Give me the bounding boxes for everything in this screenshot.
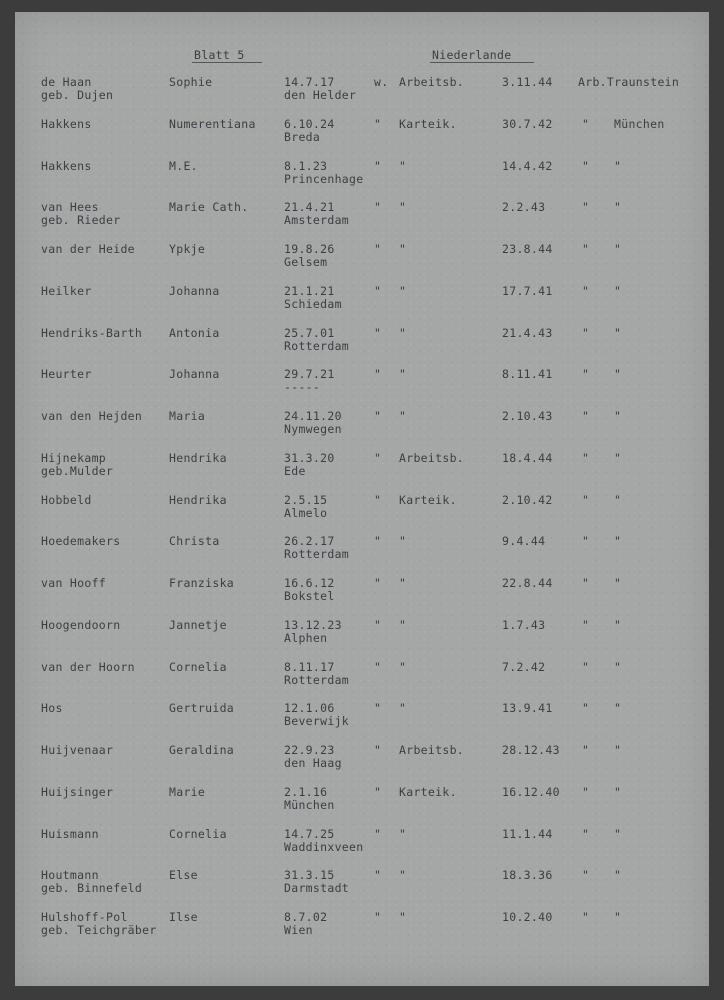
record-given-name: Gertruida (169, 701, 235, 716)
record-row (15, 285, 709, 315)
record-source: " (399, 701, 407, 716)
record-dest-prefix: " (582, 534, 590, 549)
record-record-date: 2.2.43 (502, 200, 546, 215)
record-row (15, 744, 709, 774)
record-destination: Arb.Traunstein (578, 75, 680, 89)
record-row (15, 494, 709, 524)
record-destination: " (614, 242, 622, 256)
record-surname: van der Hoorn (41, 659, 135, 674)
record-birth-place: ----- (284, 380, 321, 395)
record-dest-prefix: " (582, 116, 590, 131)
record-row (15, 368, 709, 398)
record-gender-mark: " (374, 743, 382, 757)
record-birth-date: 21.4.21 (284, 200, 335, 215)
record-given-name: Johanna (169, 367, 220, 382)
record-birth-name: geb. Teichgräber (41, 923, 157, 937)
record-birth-place: Nymwegen (284, 422, 342, 436)
record-record-date: 18.3.36 (502, 868, 553, 883)
record-source: Karteik. (399, 492, 457, 507)
record-dest-prefix: " (582, 367, 590, 382)
record-gender-mark: " (374, 367, 382, 382)
record-given-name: Christa (169, 534, 220, 549)
record-given-name: Franziska (169, 576, 235, 590)
record-given-name: Hendrika (169, 492, 227, 507)
record-dest-prefix: " (582, 576, 590, 590)
record-gender-mark: " (374, 868, 382, 883)
record-given-name: Marie Cath. (169, 200, 249, 215)
record-record-date: 2.10.42 (502, 492, 553, 507)
record-given-name: Hendrika (169, 450, 227, 465)
record-destination: " (614, 158, 622, 173)
record-birth-place: Rotterdam (284, 338, 350, 353)
record-birth-date: 16.6.12 (284, 576, 335, 590)
record-given-name: Cornelia (169, 826, 227, 841)
record-birth-date: 14.7.25 (284, 826, 335, 841)
record-source: Arbeitsb. (399, 75, 465, 89)
record-dest-prefix: " (582, 492, 590, 507)
record-destination: " (614, 283, 622, 298)
record-surname: Hulshoff-Pol (41, 910, 128, 924)
record-record-date: 11.1.44 (502, 826, 553, 841)
record-source: " (399, 409, 407, 423)
record-record-date: 23.8.44 (502, 242, 553, 256)
record-birth-date: 31.3.20 (284, 450, 335, 465)
record-surname: van Hees (41, 200, 99, 215)
record-birth-date: 8.11.17 (284, 659, 335, 674)
record-source: " (399, 910, 407, 924)
record-gender-mark: " (374, 325, 382, 340)
record-dest-prefix: " (582, 325, 590, 340)
record-dest-prefix: " (582, 409, 590, 423)
record-dest-prefix: " (582, 617, 590, 632)
record-given-name: Jannetje (169, 617, 227, 632)
record-birth-place: Bokstel (284, 589, 335, 603)
record-surname: van Hooff (41, 576, 107, 590)
record-birth-date: 21.1.21 (284, 283, 335, 298)
record-gender-mark: " (374, 492, 382, 507)
record-gender-mark: " (374, 701, 382, 716)
record-record-date: 13.9.41 (502, 701, 553, 716)
record-birth-place: Gelsem (284, 255, 328, 269)
record-source: Arbeitsb. (399, 450, 465, 465)
record-gender-mark: " (374, 910, 382, 924)
record-birth-place: Rotterdam (284, 672, 350, 687)
record-record-date: 14.4.42 (502, 158, 553, 173)
record-record-date: 9.4.44 (502, 534, 546, 549)
record-destination: München (614, 116, 665, 131)
record-gender-mark: " (374, 116, 382, 131)
record-given-name: Marie (169, 784, 206, 799)
record-row (15, 118, 709, 148)
record-record-date: 7.2.42 (502, 659, 546, 674)
record-birth-date: 13.12.23 (284, 617, 342, 632)
record-destination: " (614, 450, 622, 465)
record-given-name: Antonia (169, 325, 220, 340)
record-gender-mark: " (374, 826, 382, 841)
record-record-date: 17.7.41 (502, 283, 553, 298)
record-row (15, 577, 709, 607)
record-birth-date: 8.7.02 (284, 910, 328, 924)
record-given-name: Ilse (169, 910, 198, 924)
record-row (15, 535, 709, 565)
record-surname: Heilker (41, 283, 92, 298)
record-gender-mark: " (374, 659, 382, 674)
record-birth-place: Amsterdam (284, 213, 350, 228)
record-gender-mark: " (374, 200, 382, 215)
record-dest-prefix: " (582, 868, 590, 883)
record-gender-mark: w. (374, 75, 389, 89)
record-gender-mark: " (374, 158, 382, 173)
record-given-name: Cornelia (169, 659, 227, 674)
record-dest-prefix: " (582, 283, 590, 298)
record-gender-mark: " (374, 450, 382, 465)
record-gender-mark: " (374, 784, 382, 799)
record-source: " (399, 283, 407, 298)
record-surname: Hijnekamp (41, 450, 107, 465)
record-row (15, 661, 709, 691)
record-birth-place: Rotterdam (284, 547, 350, 562)
record-source: " (399, 367, 407, 382)
record-birth-place: Schiedam (284, 296, 342, 311)
record-gender-mark: " (374, 617, 382, 632)
record-birth-date: 25.7.01 (284, 325, 335, 340)
record-surname: van den Hejden (41, 409, 143, 423)
record-source: Karteik. (399, 784, 457, 799)
record-dest-prefix: " (582, 158, 590, 173)
record-birth-date: 24.11.20 (284, 409, 342, 423)
record-record-date: 2.10.43 (502, 409, 553, 423)
record-record-date: 28.12.43 (502, 743, 560, 757)
record-given-name: M.E. (169, 158, 198, 173)
record-record-date: 21.4.43 (502, 325, 553, 340)
record-source: " (399, 242, 407, 256)
record-surname: Hakkens (41, 158, 92, 173)
record-dest-prefix: " (582, 784, 590, 799)
record-row (15, 201, 709, 231)
country-underline (430, 62, 534, 63)
record-row (15, 327, 709, 357)
sheet-label: Blatt 5 (194, 48, 245, 62)
record-birth-date: 8.1.23 (284, 158, 328, 173)
record-row (15, 911, 709, 941)
record-birth-date: 14.7.17 (284, 75, 335, 89)
record-surname: Hendriks-Barth (41, 325, 143, 340)
record-source: " (399, 158, 407, 173)
record-row (15, 160, 709, 190)
record-gender-mark: " (374, 534, 382, 549)
record-dest-prefix: " (582, 242, 590, 256)
record-destination: " (614, 701, 622, 716)
record-dest-prefix: " (582, 701, 590, 716)
record-surname: Huijsinger (41, 784, 114, 799)
record-birth-place: den Haag (284, 756, 342, 770)
record-record-date: 3.11.44 (502, 75, 553, 89)
record-row (15, 619, 709, 649)
record-surname: Hobbeld (41, 492, 92, 507)
record-row (15, 869, 709, 899)
record-birth-date: 29.7.21 (284, 367, 335, 382)
record-record-date: 22.8.44 (502, 576, 553, 590)
record-dest-prefix: " (582, 200, 590, 215)
record-birth-name: geb. Binnefeld (41, 881, 143, 896)
record-record-date: 16.12.40 (502, 784, 560, 799)
record-dest-prefix: " (582, 659, 590, 674)
record-given-name: Sophie (169, 75, 213, 89)
record-record-date: 30.7.42 (502, 116, 553, 131)
record-birth-place: Waddinxveen (284, 839, 364, 854)
record-destination: " (614, 534, 622, 549)
record-source: " (399, 826, 407, 841)
record-row (15, 243, 709, 273)
record-dest-prefix: " (582, 910, 590, 924)
sheet-underline (192, 62, 262, 63)
record-row (15, 410, 709, 440)
record-destination: " (614, 743, 622, 757)
record-gender-mark: " (374, 283, 382, 298)
record-destination: " (614, 910, 622, 924)
record-surname: Hoedemakers (41, 534, 121, 549)
record-gender-mark: " (374, 242, 382, 256)
record-destination: " (614, 367, 622, 382)
record-birth-place: München (284, 797, 335, 812)
record-birth-name: geb. Dujen (41, 88, 114, 102)
record-birth-place: Wien (284, 923, 313, 937)
record-surname: Hoogendoorn (41, 617, 121, 632)
record-birth-date: 26.2.17 (284, 534, 335, 549)
record-birth-date: 6.10.24 (284, 116, 335, 131)
record-source: Arbeitsb. (399, 743, 465, 757)
country-label: Niederlande (432, 48, 512, 62)
record-surname: Houtmann (41, 868, 99, 883)
document-page (15, 12, 709, 986)
record-dest-prefix: " (582, 450, 590, 465)
record-birth-place: Ede (284, 463, 306, 478)
record-birth-place: Breda (284, 129, 321, 144)
record-given-name: Maria (169, 409, 206, 423)
record-destination: " (614, 409, 622, 423)
record-surname: de Haan (41, 75, 92, 89)
record-birth-place: Alphen (284, 630, 328, 645)
record-given-name: Numerentiana (169, 116, 256, 131)
record-given-name: Johanna (169, 283, 220, 298)
record-destination: " (614, 784, 622, 799)
record-source: " (399, 576, 407, 590)
record-birth-date: 2.1.16 (284, 784, 328, 799)
record-destination: " (614, 325, 622, 340)
record-birth-place: den Helder (284, 88, 357, 102)
record-record-date: 8.11.41 (502, 367, 553, 382)
record-row (15, 786, 709, 816)
record-source: " (399, 659, 407, 674)
record-given-name: Ypkje (169, 242, 206, 256)
record-birth-name: geb.Mulder (41, 463, 114, 478)
record-destination: " (614, 826, 622, 841)
record-source: " (399, 325, 407, 340)
record-record-date: 18.4.44 (502, 450, 553, 465)
record-source: Karteik. (399, 116, 457, 131)
record-source: " (399, 534, 407, 549)
record-destination: " (614, 492, 622, 507)
record-surname: Huismann (41, 826, 99, 841)
record-destination: " (614, 659, 622, 674)
record-given-name: Geraldina (169, 743, 235, 757)
record-birth-place: Almelo (284, 505, 328, 520)
record-given-name: Else (169, 868, 198, 883)
record-birth-place: Princenhage (284, 171, 364, 186)
record-birth-place: Beverwijk (284, 714, 350, 729)
record-birth-place: Darmstadt (284, 881, 350, 896)
record-source: " (399, 200, 407, 215)
record-surname: Huijvenaar (41, 743, 114, 757)
record-birth-date: 22.9.23 (284, 743, 335, 757)
record-row (15, 76, 709, 106)
record-birth-date: 19.8.26 (284, 242, 335, 256)
record-row (15, 702, 709, 732)
record-source: " (399, 868, 407, 883)
record-dest-prefix: " (582, 826, 590, 841)
record-birth-date: 31.3.15 (284, 868, 335, 883)
record-destination: " (614, 868, 622, 883)
record-destination: " (614, 200, 622, 215)
record-surname: Heurter (41, 367, 92, 382)
record-destination: " (614, 576, 622, 590)
record-gender-mark: " (374, 576, 382, 590)
record-row (15, 828, 709, 858)
record-record-date: 1.7.43 (502, 617, 546, 632)
record-surname: Hos (41, 701, 63, 716)
record-record-date: 10.2.40 (502, 910, 553, 924)
record-gender-mark: " (374, 409, 382, 423)
record-destination: " (614, 617, 622, 632)
record-birth-name: geb. Rieder (41, 213, 121, 228)
record-birth-date: 2.5.15 (284, 492, 328, 507)
record-source: " (399, 617, 407, 632)
record-row (15, 452, 709, 482)
record-surname: van der Heide (41, 242, 135, 256)
record-birth-date: 12.1.06 (284, 701, 335, 716)
record-surname: Hakkens (41, 116, 92, 131)
record-dest-prefix: " (582, 743, 590, 757)
